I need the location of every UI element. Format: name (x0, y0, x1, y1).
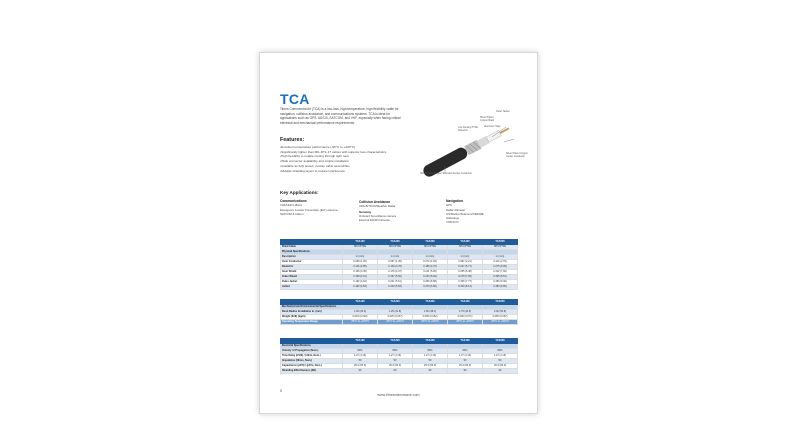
table-cell: Dielectric (281, 265, 343, 270)
table-cell: -65°C to +200°C (413, 320, 448, 325)
table-cell: 0.065 (0.097) (483, 315, 518, 320)
navigation-heading: Navigation (446, 199, 463, 203)
table-header-cell: TCA300 (413, 339, 448, 344)
mechanical-specs-table (280, 299, 518, 325)
table-cell: in (mm) (378, 255, 413, 260)
cable-illustration (410, 109, 528, 181)
table-cell: 0.087 (2.21) (448, 260, 483, 265)
table-row (281, 320, 518, 325)
applications-communications (280, 199, 342, 216)
table-cell: Velocity of Propagation (Nom.) (281, 349, 343, 354)
table-cell: 0.182 (4.62) (343, 280, 378, 285)
table-cell: Jacket (281, 285, 343, 290)
application-item: ILS/Marker Beacon/VOR/DME (446, 211, 484, 216)
table-cell: 80% (378, 349, 413, 354)
table-header-cell: TCA100 (343, 339, 378, 344)
table-cell: -65°C to +200°C (378, 320, 413, 325)
table-cell: in (mm) (448, 255, 483, 260)
application-item: VHF/UHF/L-Band (280, 203, 302, 208)
table-cell: 0.048 (0.071) (448, 315, 483, 320)
table-cell: SPC/PTFE (378, 245, 413, 250)
application-item: Glideslope (446, 216, 460, 221)
table-header-cell: TCA100 (343, 240, 378, 245)
table-row (281, 285, 518, 290)
table-cell: in (mm) (343, 255, 378, 260)
table-cell: 0.259 (6.58) (413, 280, 448, 285)
table-cell: Electrical Specifications (281, 344, 343, 349)
table-header-cell: TCA300 (413, 300, 448, 305)
electrical-specs-table (280, 338, 518, 374)
table-cell: 0.255 (6.48) (448, 270, 483, 275)
table-cell: SPC/PTFE (483, 245, 518, 250)
label-bottom: Silver Plated Copper Stranded Center Conductor (420, 172, 472, 175)
table-header-cell: TCA100 (343, 300, 378, 305)
document-page (259, 52, 538, 414)
application-item: ADS-B/TCAS/Weather Radar (359, 204, 396, 209)
table-cell: Shielding Effectiveness (dB) (281, 369, 343, 374)
table-cell: Time Delay (nS/ft) / (nS/m, Nom.) (281, 354, 343, 359)
label-jacket: Outer Jacket (496, 110, 510, 113)
application-item: External EO/IR Cameras (359, 218, 390, 223)
table-cell: 0.233 (5.92) (413, 275, 448, 280)
table-cell: 50 (413, 359, 448, 364)
table-cell: -65°C to +200°C (343, 320, 378, 325)
collision-heading: Collision Avoidance (359, 200, 391, 204)
table-cell: Physical Specifications (281, 250, 343, 255)
table-cell: 25.3 (83.0) (378, 364, 413, 369)
table-cell: 0.039 (1.00) (343, 260, 378, 265)
table-cell: Braid Cable (281, 245, 343, 250)
table-cell: 0.366 (9.30) (483, 280, 518, 285)
table-cell: 50 (448, 359, 483, 364)
communications-heading: Communications (280, 199, 307, 203)
table-cell: 1.27 (4.16) (413, 354, 448, 359)
table-header-cell: TCA200 (378, 339, 413, 344)
table-cell: Bend Radius Installation in. (mm) (281, 310, 343, 315)
application-item: SATCOM & Iridium (280, 211, 304, 216)
table-cell: 0.072 (1.83) (413, 260, 448, 265)
table-cell: Capacitance (pF/ft) / (pF/m, Nom.) (281, 364, 343, 369)
application-item: Onboard Surveillance camera (359, 213, 397, 218)
table-cell: Outer Shield (281, 275, 343, 280)
table-cell: 2.00 (50.8) (483, 310, 518, 315)
table-header-cell: TCA400 (448, 339, 483, 344)
features-heading: Features: (280, 137, 305, 143)
table-cell: 0.116 (2.95) (343, 265, 378, 270)
feature-item: • Excellent temperature performance (-65°C to +200°C) (280, 145, 420, 150)
table-cell: 0.110 (2.79) (483, 260, 518, 265)
physical-specs-table (280, 239, 518, 290)
feature-item: • Wide connector availability and simple installation (280, 159, 420, 164)
table-cell: 80% (413, 349, 448, 354)
table-cell: 0.221 (5.61) (378, 280, 413, 285)
table-cell: Description (281, 255, 343, 260)
applications-heading: Key Applications: (280, 190, 319, 195)
table-cell: 0.227 (5.77) (448, 265, 483, 270)
table-header-cell: TCA500 (483, 339, 518, 344)
table-cell: 0.185 (4.70) (413, 265, 448, 270)
table-cell: 0.270 (6.86) (413, 285, 448, 290)
table-cell: 1.00 (25.4) (343, 310, 378, 315)
table-cell: 50 (483, 359, 518, 364)
table-header-cell: TCA200 (378, 240, 413, 245)
application-item: Radar Altimeter (446, 207, 466, 212)
table-cell: 0.380 (9.65) (483, 285, 518, 290)
table-header-cell: TCA400 (448, 240, 483, 245)
application-item: GPS (446, 203, 452, 208)
label-tape: Aluminum Tape (484, 125, 501, 128)
table-cell: Weight (lb/ft) (kg/m) (281, 315, 343, 320)
sensing-heading: Sensing (359, 209, 372, 214)
table-cell: 0.015 (0.022) (343, 315, 378, 320)
label-braid: Silver Plated Copper Braid (480, 116, 495, 122)
application-item: Emergency Locator Transmitter (ELT) antenna (280, 207, 338, 212)
table-cell: 80% (483, 349, 518, 354)
table-cell: in (mm) (483, 255, 518, 260)
table-cell: 0.176 (4.47) (378, 270, 413, 275)
table-cell: 0.158 (4.01) (343, 275, 378, 280)
table-cell: -65°C to +200°C (448, 320, 483, 325)
label-center: Silver Plated Copper Center Conductor (506, 152, 528, 158)
label-dielectric: Low Density PTFE Dielectric (458, 126, 478, 132)
table-cell: 0.149 (3.78) (378, 265, 413, 270)
table-row (281, 369, 518, 374)
table-cell: SPC/PTFE (413, 245, 448, 250)
table-cell: 50 (378, 359, 413, 364)
features-list (280, 145, 420, 173)
table-header-cell: TCA500 (483, 300, 518, 305)
table-cell: 25.3 (83.0) (448, 364, 483, 369)
table-cell: SPC/PTFE (448, 245, 483, 250)
table-cell: 80% (448, 349, 483, 354)
table-cell: 1.27 (4.16) (483, 354, 518, 359)
table-cell: Mechanical and Environmental Specifications (281, 305, 343, 310)
table-cell: 1.75 (44.5) (448, 310, 483, 315)
table-cell: 1.25 (31.8) (378, 310, 413, 315)
table-cell: 25.3 (83.0) (413, 364, 448, 369)
footer-url: www.timesmicrowave.com (377, 393, 420, 397)
table-cell: 50 (343, 359, 378, 364)
table-cell: 0.057 (1.45) (378, 260, 413, 265)
table-cell: Impedance (Ohms, Nom.) (281, 359, 343, 364)
table-header-cell: TCA500 (483, 240, 518, 245)
page-number: 5 (280, 389, 282, 393)
table-cell: Inner Conductor (281, 260, 343, 265)
table-cell: 0.320 (8.13) (448, 285, 483, 290)
table-cell: 0.025 (0.037) (378, 315, 413, 320)
feature-item: • Multiple shielding layers to reduce interference (280, 169, 420, 174)
table-cell: 0.035 (0.052) (413, 315, 448, 320)
table-cell: 0.230 (5.84) (378, 285, 413, 290)
table-cell: 1.27 (4.16) (378, 354, 413, 359)
table-cell: 0.306 (7.77) (448, 280, 483, 285)
table-cell: 1.50 (38.1) (413, 310, 448, 315)
table-cell: in (mm) (413, 255, 448, 260)
table-cell: Inner Shield (281, 270, 343, 275)
table-header-cell: TCA400 (448, 300, 483, 305)
table-cell: -65°C to +200°C (483, 320, 518, 325)
table-header-cell: TCA200 (378, 300, 413, 305)
table-cell: Outer Jacket (281, 280, 343, 285)
application-item: VOR/LOC (446, 220, 459, 225)
table-cell: 0.312 (7.92) (483, 270, 518, 275)
table-header-cell: TCA300 (413, 240, 448, 245)
table-cell: 0.136 (3.45) (343, 270, 378, 275)
table-cell: 1.27 (4.16) (343, 354, 378, 359)
table-cell: 25.3 (83.0) (483, 364, 518, 369)
table-cell: 90 (343, 369, 378, 374)
table-cell: 0.211 (5.36) (413, 270, 448, 275)
table-cell: 90 (413, 369, 448, 374)
intro-paragraph: Times Commercial Air (TCA) is a low-loss, high-temperature, high flexibility cable for navigation, collision avoidance, and communications systems. TCA is ideal for applications such as GPS, ADS-B, SATCOM, and VHF, especially when facing critical electrical and mechanical performance requirements. (280, 107, 401, 125)
table-cell: 0.335 (8.51) (483, 275, 518, 280)
applications-collision (359, 200, 427, 222)
table-cell: 25.3 (83.0) (343, 364, 378, 369)
feature-item: • Significantly lighter than MIL-DTL-17 cables with superior loss characteristics (280, 150, 420, 155)
table-cell: 0.278 (7.06) (448, 275, 483, 280)
table-cell: 80% (343, 349, 378, 354)
page-title: TCA (280, 91, 310, 107)
table-cell: Operating Temperature Range (281, 320, 343, 325)
table-cell: 90 (378, 369, 413, 374)
table-cell: 90 (448, 369, 483, 374)
table-cell: SPC/PTFE (343, 245, 378, 250)
table-cell: 0.275 (6.99) (483, 265, 518, 270)
table-cell: 90 (483, 369, 518, 374)
applications-navigation (446, 199, 516, 224)
feature-item: • High flexibility to enable routing through tight runs (280, 154, 420, 159)
feature-item: • Available as fully tested, custom cable assemblies (280, 164, 420, 169)
table-cell: 0.197 (5.00) (378, 275, 413, 280)
table-cell: 1.27 (4.16) (448, 354, 483, 359)
coax-cable-diagram (410, 109, 528, 181)
table-cell: 0.190 (4.83) (343, 285, 378, 290)
